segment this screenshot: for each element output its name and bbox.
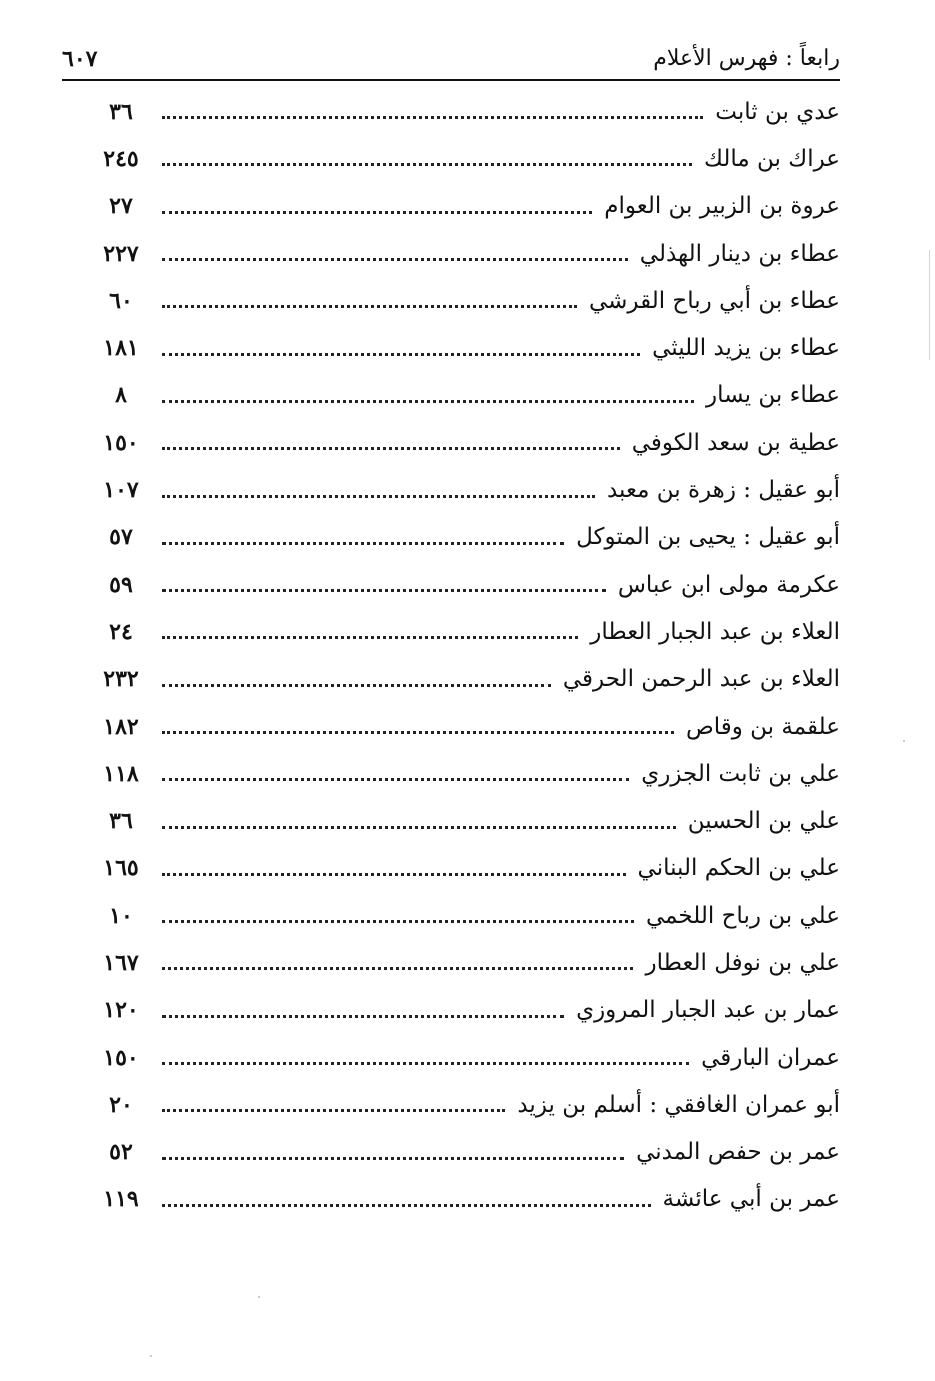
entry-page-number: ٣٦	[109, 808, 133, 835]
page-number: ٦٠٧	[62, 46, 98, 72]
entry-page-number: ٢٣٢	[103, 666, 139, 693]
entry-page-number: ٢٠	[109, 1091, 133, 1118]
entry-page-number: ١٢٠	[103, 997, 139, 1024]
entry-name: علي بن الحكم البناني	[637, 855, 840, 882]
entry-page-number: ١١٨	[103, 760, 139, 787]
dot-leader	[162, 873, 626, 876]
index-entry	[90, 183, 840, 230]
entry-page-number: ٥٩	[109, 571, 133, 598]
dot-leader	[162, 1204, 651, 1207]
dot-leader	[162, 1157, 624, 1160]
index-entry	[90, 514, 840, 561]
index-entry	[90, 656, 840, 703]
dot-leader	[162, 163, 692, 166]
entry-name: عدي بن ثابت	[715, 98, 840, 125]
entry-page-number: ٢٤	[109, 618, 133, 645]
index-entry	[90, 324, 840, 371]
dot-leader	[162, 400, 694, 403]
index-entry	[90, 419, 840, 466]
dot-leader	[162, 353, 640, 356]
index-entry	[90, 135, 840, 182]
entry-page-number: ٢٤٥	[103, 145, 139, 172]
dot-leader	[162, 116, 703, 119]
entry-page-number: ٦٠	[109, 287, 133, 314]
entry-name: عراك بن مالك	[703, 145, 840, 172]
entry-name: عطاء بن يسار	[706, 382, 840, 409]
entry-name: العلاء بن عبد الرحمن الحرقي	[562, 666, 840, 693]
entry-page-number: ١٠	[109, 902, 133, 929]
index-entry	[90, 88, 840, 135]
entry-page-number: ٣٦	[109, 98, 133, 125]
entry-page-number: ١٦٧	[103, 949, 139, 976]
entry-name: أبو عقيل : زهرة بن معبد	[606, 477, 840, 504]
entry-page-number: ١٠٧	[103, 477, 139, 504]
index-entry	[90, 230, 840, 277]
index-entry	[90, 277, 840, 324]
entry-name: عطية بن سعد الكوفي	[631, 429, 840, 456]
index-entry	[90, 561, 840, 608]
dot-leader	[162, 1109, 505, 1112]
entry-name: علي بن الحسين	[687, 808, 840, 835]
dot-leader	[162, 967, 633, 970]
entry-name: عطاء بن يزيد الليثي	[652, 335, 840, 362]
index-list	[90, 88, 840, 1223]
index-entry	[90, 703, 840, 750]
entry-name: عمر بن أبي عائشة	[662, 1186, 840, 1213]
index-entry	[90, 845, 840, 892]
entry-page-number: ٥٧	[109, 524, 133, 551]
header-rule	[62, 79, 840, 81]
dot-leader	[162, 826, 676, 829]
entry-page-number: ١٨٢	[103, 713, 139, 740]
index-entry	[90, 608, 840, 655]
entry-name: العلاء بن عبد الجبار العطار	[590, 618, 840, 645]
entry-name: عكرمة مولى ابن عباس	[617, 571, 840, 598]
dot-leader	[162, 211, 592, 214]
page-header	[62, 44, 840, 76]
dot-leader	[162, 778, 629, 781]
scan-speck	[258, 1296, 260, 1298]
entry-name: أبو عقيل : يحيى بن المتوكل	[576, 524, 840, 551]
entry-name: علي بن نوفل العطار	[645, 949, 840, 976]
index-entry	[90, 1081, 840, 1128]
index-entry	[90, 1176, 840, 1223]
entry-name: عمر بن حفص المدني	[636, 1139, 840, 1166]
index-entry	[90, 466, 840, 513]
entry-page-number: ٨	[115, 382, 127, 409]
entry-page-number: ١٨١	[103, 335, 139, 362]
index-entry	[90, 1034, 840, 1081]
entry-page-number: ٢٧	[109, 193, 133, 220]
entry-page-number: ١١٩	[103, 1186, 139, 1213]
page-title: رابعاً : فهرس الأعلام	[653, 46, 840, 71]
index-entry	[90, 797, 840, 844]
entry-name: عمار بن عبد الجبار المروزي	[576, 997, 840, 1024]
entry-name: أبو عمران الغافقي : أسلم بن يزيد	[517, 1091, 840, 1118]
index-entry	[90, 750, 840, 797]
dot-leader	[162, 636, 578, 639]
entry-name: عمران البارقي	[701, 1044, 840, 1071]
dot-leader	[162, 495, 595, 498]
entry-page-number: ٢٢٧	[103, 240, 139, 267]
index-entry	[90, 1129, 840, 1176]
index-entry	[90, 939, 840, 986]
dot-leader	[162, 447, 620, 450]
entry-name: علي بن ثابت الجزري	[641, 760, 840, 787]
entry-page-number: ١٥٠	[103, 429, 139, 456]
dot-leader	[162, 305, 577, 308]
index-entry	[90, 372, 840, 419]
entry-name: علقمة بن وقاص	[685, 713, 840, 740]
dot-leader	[162, 920, 634, 923]
index-entry	[90, 892, 840, 939]
scan-edge-mark	[929, 250, 930, 360]
dot-leader	[162, 258, 628, 261]
dot-leader	[162, 731, 674, 734]
entry-name: عطاء بن أبي رباح القرشي	[588, 287, 840, 314]
dot-leader	[162, 1015, 564, 1018]
dot-leader	[162, 684, 551, 687]
entry-name: علي بن رباح اللخمي	[645, 902, 840, 929]
entry-page-number: ١٥٠	[103, 1044, 139, 1071]
scan-speck	[903, 740, 905, 742]
entry-page-number: ١٦٥	[103, 855, 139, 882]
dot-leader	[162, 1062, 689, 1065]
entry-name: عروة بن الزبير بن العوام	[604, 193, 840, 220]
entry-page-number: ٥٢	[109, 1139, 133, 1166]
dot-leader	[162, 589, 606, 592]
scan-speck	[150, 1355, 152, 1357]
index-entry	[90, 987, 840, 1034]
entry-name: عطاء بن دينار الهذلي	[639, 240, 840, 267]
dot-leader	[162, 542, 564, 545]
